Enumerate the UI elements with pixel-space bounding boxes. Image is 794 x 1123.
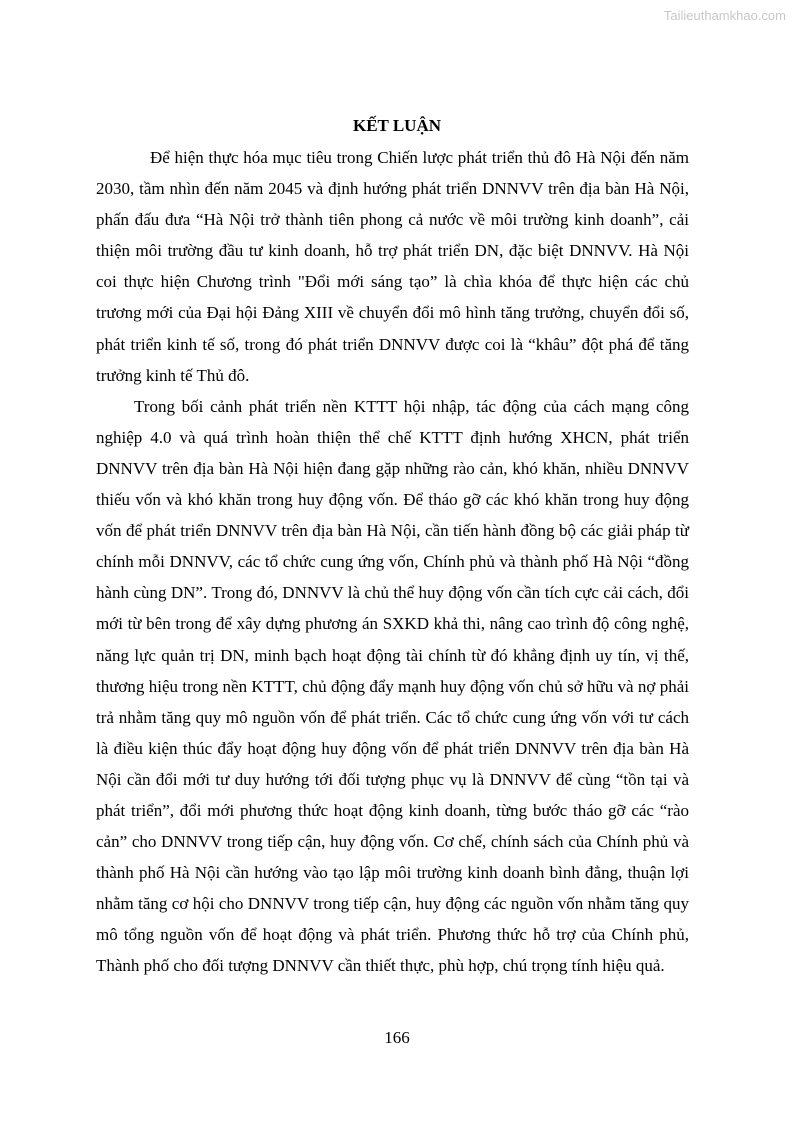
page-title: KẾT LUẬN: [352, 116, 441, 135]
watermark: Tailieuthamkhao.com: [663, 8, 786, 23]
page-number: 166: [384, 1028, 410, 1047]
paragraph-2: Trong bối cảnh phát triển nền KTTT hội nhập, tác động của cách mạng công nghiệp 4.0 và quá trình hoàn thiện thể chế KTTT định hướng XHCN, phát triển DNNVV trên địa bàn Hà Nội hiện đang gặp những rào cản, khó khăn, nhiều DNNVV thiếu vốn và khó khăn trong huy động vốn. Để tháo gỡ các khó khăn trong huy động vốn để phát triển DNNVV trên địa bàn Hà Nội, cần tiến hành đồng bộ các giải pháp từ chính mỗi DNNVV, các tổ chức cung ứng vốn, Chính phủ và thành phố Hà Nội “đồng hành cùng DN”. Trong đó, DNNVV là chủ thể huy động vốn cần tích cực cải cách, đổi mới từ bên trong để xây dựng phương án SXKD khả thi, nâng cao trình độ công nghệ, năng lực quản trị DN, minh bạch hoạt động tài chính từ đó khẳng định uy tín, vị thế, thương hiệu trong nền KTTT, chủ động đẩy mạnh huy động vốn chủ sở hữu và nợ phải trả nhằm tăng quy mô nguồn vốn để phát triển. Các tổ chức cung ứng vốn với tư cách là điều kiện thúc đẩy hoạt động huy động vốn để phát triển DNNVV trên địa bàn Hà Nội cần đổi mới tư duy hướng tới đối tượng phục vụ là DNNVV để cùng “tồn tại và phát triển”, đổi mới phương thức hoạt động kinh doanh, từng bước tháo gỡ các “rào cản” cho DNNVV trong tiếp cận, huy động vốn. Cơ chế, chính sách của Chính phủ và thành phố Hà Nội cần hướng vào tạo lập môi trường kinh doanh bình đẳng, thuận lợi nhằm tăng cơ hội cho DNNVV trong tiếp cận, huy động các nguồn vốn nhằm tăng quy mô tổng nguồn vốn để hoạt động và phát triển. Phương thức hỗ trợ của Chính phủ, Thành phố cho đối tượng DNNVV cần thiết thực, phù hợp, chú trọng tính hiệu quả.: [96, 396, 689, 976]
document-body: [96, 142, 689, 982]
paragraph-1: Để hiện thực hóa mục tiêu trong Chiến lược phát triển thủ đô Hà Nội đến năm 2030, tầm nhìn đến năm 2045 và định hướng phát triển DNNVV trên địa bàn Hà Nội, phấn đấu đưa “Hà Nội trở thành tiên phong cả nước về môi trường kinh doanh”, cải thiện môi trường đầu tư kinh doanh, hỗ trợ phát triển DN, đặc biệt DNNVV. Hà Nội coi thực hiện Chương trình "Đổi mới sáng tạo” là chìa khóa để thực hiện các chủ trương mới của Đại hội Đảng XIII về chuyển đổi mô hình tăng trưởng, chuyển đổi số, phát triển kinh tế số, trong đó phát triển DNNVV được coi là “khâu” đột phá để tăng trưởng kinh tế Thủ đô.: [96, 148, 689, 385]
